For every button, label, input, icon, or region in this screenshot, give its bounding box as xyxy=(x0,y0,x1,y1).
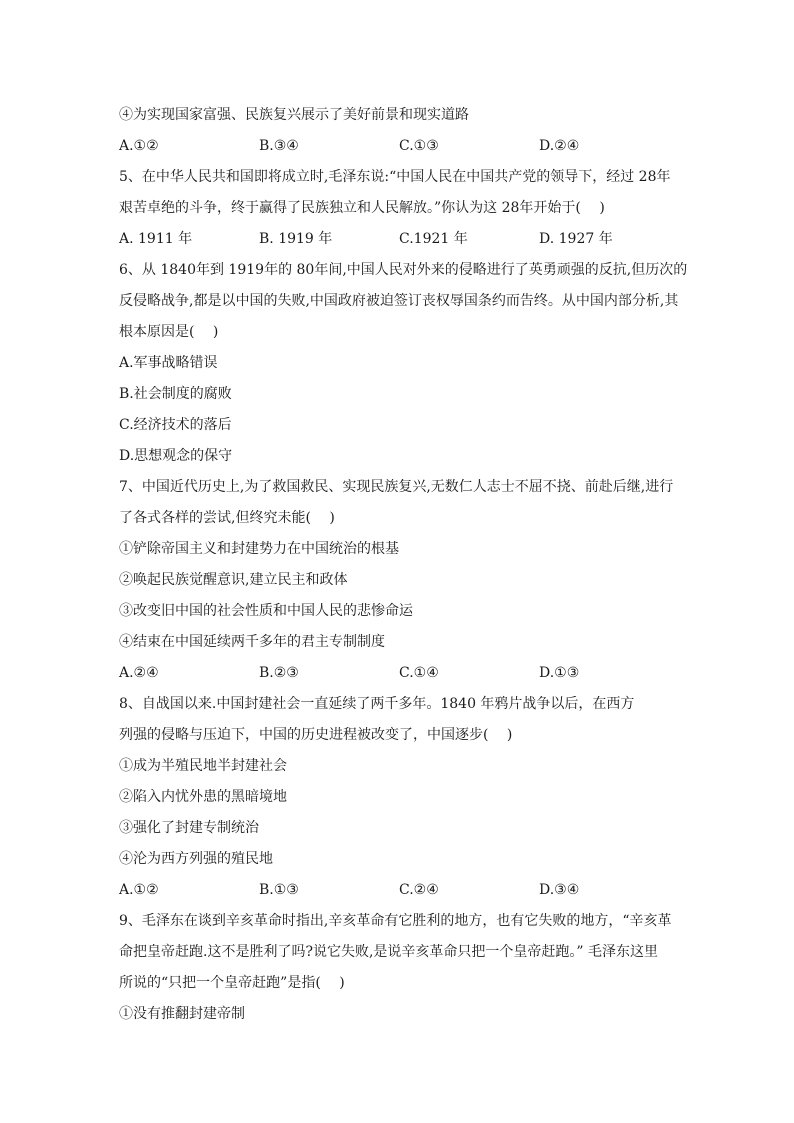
text-line: ①成为半殖民地半封建社会 xyxy=(119,758,287,774)
text-line: 所说的“只把一个皇帝赶跑”是指( ) xyxy=(119,975,345,991)
text-line: ④沦为西方列强的殖民地 xyxy=(119,851,273,867)
text-line: D.思想观念的保守 xyxy=(119,448,233,464)
answer-options-row xyxy=(119,875,679,906)
answer-options-row xyxy=(119,131,679,162)
text-line: ②唤起民族觉醒意识,建立民主和政体 xyxy=(119,572,348,588)
answer-option: A. 1911 年 xyxy=(119,231,193,247)
answer-option: B.③④ xyxy=(259,138,299,154)
answer-option: C.①④ xyxy=(399,665,439,681)
text-line: ④为实现国家富强、民族复兴展示了美好前景和现实道路 xyxy=(119,107,469,123)
text-line: 8、自战国以来.中国封建社会一直延续了两千多年。1840 年鸦片战争以后，在西方 xyxy=(119,696,635,712)
text-line: 列强的侵略与压迫下，中国的历史进程被改变了，中国逐步( ) xyxy=(119,727,513,743)
answer-option: C.1921 年 xyxy=(399,231,468,247)
text-line: A.军事战略错误 xyxy=(119,355,218,371)
text-line: ③强化了封建专制统治 xyxy=(119,820,259,836)
answer-option: C.②④ xyxy=(399,882,439,898)
text-line: 了各式各样的尝试,但终究未能( ) xyxy=(119,510,335,526)
answer-options-row xyxy=(119,224,679,255)
text-line: 艰苦卓绝的斗争，终于赢得了民族独立和人民解放。”你认为这 28年开始于( ) xyxy=(119,200,605,216)
answer-option: B.②③ xyxy=(259,665,299,681)
answer-option: D.③④ xyxy=(539,882,580,898)
answer-option: A.①② xyxy=(119,882,159,898)
answer-option: A.①② xyxy=(119,138,159,154)
text-line: ④结束在中国延续两千多年的君主专制制度 xyxy=(119,634,385,650)
answer-option: C.①③ xyxy=(399,138,439,154)
text-line: ①铲除帝国主义和封建势力在中国统治的根基 xyxy=(119,541,399,557)
text-line: 6、从 1840年到 1919年的 80年间,中国人民对外来的侵略进行了英勇顽强的反抗,但历次的 xyxy=(119,262,688,278)
text-line: 反侵略战争,都是以中国的失败,中国政府被迫签订丧权辱国条约而告终。从中国内部分析,其 xyxy=(119,293,679,309)
text-line: ③改变旧中国的社会性质和中国人民的悲惨命运 xyxy=(119,603,413,619)
answer-option: B. 1919 年 xyxy=(259,231,333,247)
text-line: B.社会制度的腐败 xyxy=(119,386,232,402)
answer-option: A.②④ xyxy=(119,665,159,681)
text-line: 5、在中华人民共和国即将成立时,毛泽东说:“中国人民在中国共产党的领导下，经过 28年 xyxy=(119,169,671,185)
answer-option: B.①③ xyxy=(259,882,299,898)
text-line: 7、中国近代历史上,为了救国救民、实现民族复兴,无数仁人志士不屈不挠、前赴后继,进行 xyxy=(119,479,674,495)
text-line: C.经济技术的落后 xyxy=(119,417,232,433)
text-line: ①没有推翻封建帝制 xyxy=(119,1006,245,1022)
answer-option: D.①③ xyxy=(539,665,580,681)
text-line: 9、毛泽东在谈到辛亥革命时指出,辛亥革命有它胜利的地方，也有它失败的地方，“辛亥革 xyxy=(119,913,672,929)
document-page xyxy=(119,100,688,1030)
text-line: ②陷入内忧外患的黑暗境地 xyxy=(119,789,287,805)
answer-option: D. 1927 年 xyxy=(539,231,613,247)
text-line: 根本原因是( ) xyxy=(119,324,219,340)
answer-option: D.②④ xyxy=(539,138,580,154)
text-line: 命把皇帝赶跑.这不是胜利了吗?说它失败,是说辛亥革命只把一个皇帝赶跑。” 毛泽东这里 xyxy=(119,944,659,960)
answer-options-row xyxy=(119,658,679,689)
